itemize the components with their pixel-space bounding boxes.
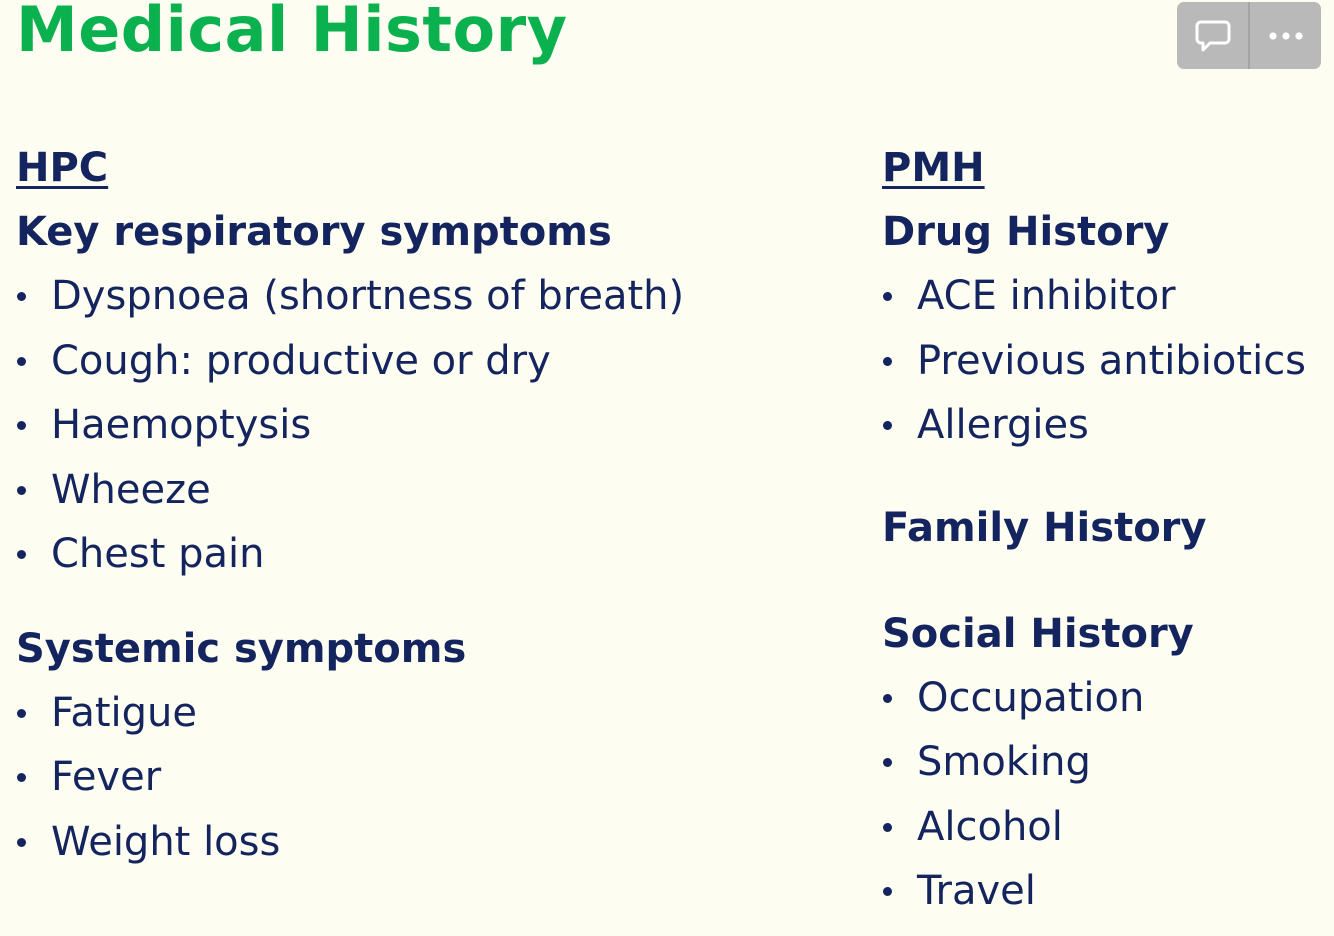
list-item: Weight loss [16,816,684,868]
drug-history-heading: Drug History [882,209,1170,255]
social-history-heading: Social History [882,610,1194,657]
ellipsis-icon [1266,30,1306,42]
pmh-heading: PMH [882,145,985,191]
pmh-column [882,142,1306,930]
systemic-symptoms-list [16,687,684,868]
list-item: Smoking [882,736,1306,788]
list-item: Alcohol [882,801,1306,853]
page-title: Medical History [16,0,568,66]
family-history-heading: Family History [882,504,1207,551]
hpc-heading: HPC [16,145,109,191]
hpc-column [16,142,684,880]
systemic-symptoms-heading: Systemic symptoms [16,625,467,672]
list-item: Fatigue [16,687,684,739]
list-item: Dyspnoea (shortness of breath) [16,270,684,322]
list-item: Fever [16,751,684,803]
floating-toolbar [1177,2,1321,69]
key-respiratory-symptoms-heading: Key respiratory symptoms [16,209,612,255]
list-item: Cough: productive or dry [16,335,684,387]
list-item: Occupation [882,672,1306,724]
social-history-list [882,672,1306,918]
list-item: Chest pain [16,528,684,580]
list-item: Wheeze [16,464,684,516]
list-item: ACE inhibitor [882,270,1306,322]
drug-history-list [882,270,1306,451]
list-item: Travel [882,865,1306,917]
key-respiratory-symptoms-list [16,270,684,580]
speech-bubble-icon [1194,18,1232,54]
more-options-button[interactable] [1248,2,1321,69]
comment-button[interactable] [1177,2,1248,69]
list-item: Previous antibiotics [882,335,1306,387]
list-item: Haemoptysis [16,399,684,451]
list-item: Allergies [882,399,1306,451]
